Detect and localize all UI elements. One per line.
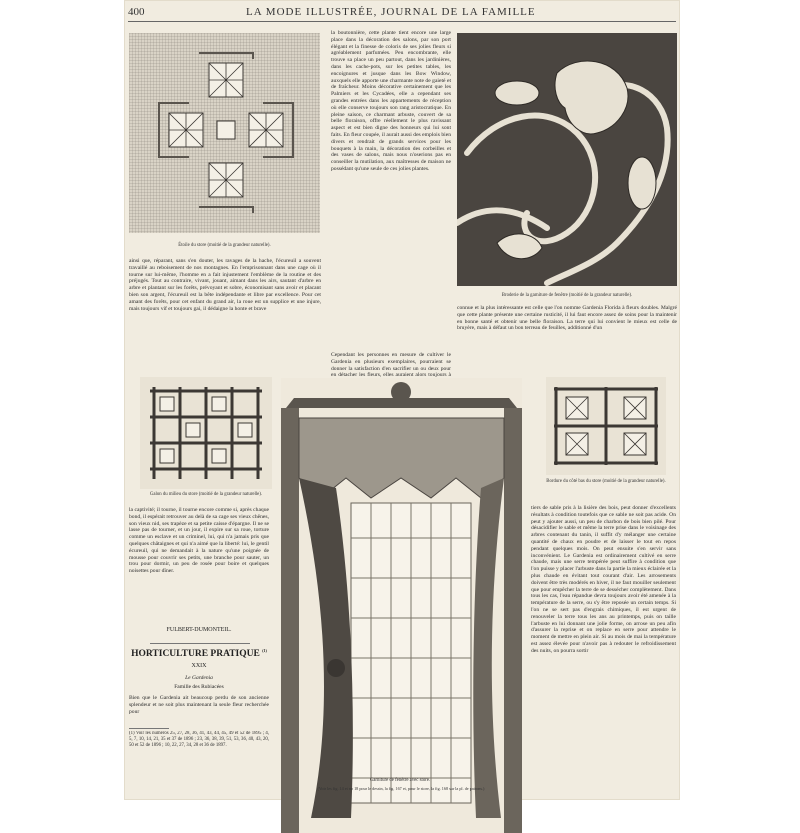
caption-lace-band: Galon du milieu du store (moitié de la grandeur naturelle).	[149, 492, 263, 497]
section-subtitle: Le Gardenia	[185, 675, 213, 681]
lace-band-figure	[140, 377, 272, 489]
column-left-bottom: Bien que le Gardenia ait beaucoup perdu de son ancienne splendeur et ne soit plus maintenant la seule fleur recherchée pour	[129, 695, 269, 715]
caption-star: Étoile du store (moitié de la grandeur naturelle).	[178, 243, 271, 248]
curtain-engraving-figure	[281, 378, 522, 833]
journal-title: LA MODE ILLUSTRÉE, JOURNAL DE LA FAMILLE	[246, 6, 536, 18]
column-right-bottom: tiers de sable pris à la lisière des bois, peut donner d'excellents résultats à condition toutefois que ce sable ne soit pas acide. On peut y ajouter aussi, un peu de charbon de bois bien pilé. Pour désacidifier le sable et même la terre prise dans le voisinage des arbres contenant du tanin, il suffit d'y mélanger une certaine quantité de chaux en poudre et de laisser le tout en repos pendant quelques mois. On peut ensuite s'en servir sans inconvénient. Le Gardenia est ordinairement cultivé en serre chaude, mais une serre tempérée peut suffire à condition que l'on puisse y placer l'arbuste dans la partie la mieux éclairée et la plus chaude en évitant tout courant d'air. Les arrosements doivent être très modérés en hiver, il ne faut mouiller seulement que pour empêcher la terre de se dessécher complètement. Dans tous les cas, l'eau répandue devra toujours avoir été amenée à la température de la serre, ou s'y être reposée un certain temps. Si l'on ne se sert pas d'engrais chimiques, il est urgent de renouveler la terre tous les ans au printemps, puis on taille l'arbuste en lui donnant une jolie forme, on arrose un peu afin d'assurer la reprise et on replace en serre pour attendre le moment de mettre en plein air. Si au mois de mai la température est assez élevée pour n'avoir pas à redouter le refroidissement des nuits, on pourra sortir	[531, 505, 676, 654]
column-left-mid: la captivité; il tourne, il tourne encore comme si, après chaque bond, il espérait retrouver au delà de sa cage ses vieux chênes, son vieux nid, ses trapèze et sa petite caisse d'épargne. Il ne se lasse pas de tourner, et un jour, il expire sur sa roue, torture comme un esclave et un criminel, lui, qui n'a jamais pris que quelques châtaignes et qui n'a aimé que la liberté: lui, le gentil écureuil, qui ne demandait à la nature qu'une poignée de mousse pour couvrir ses petits, une branche pour sauter, un trou pour dormir, un peu de rosée pour boire et quelques noisettes pour dîner.	[129, 507, 269, 575]
section-divider	[150, 643, 250, 644]
column-right-top: connue et la plus intéressante est celle que l'on nomme Gardenia Florida à fleurs doubles. Malgré que cette plante présente une certaine rusticité, il lui faut encore assez de soins pour la maintenir en bonne santé et obtenir une belle floraison. La terre qui lui convient le mieux est celle de bruyère, mais à défaut un bon terreau de feuilles, additionné d'un	[457, 305, 677, 332]
caption-curtain-note: (Voir les fig. 14 et no 18 pour le dessin, la fig. 167 et, pour le store, la fig. 168 sur la pl. de patrons.)	[317, 786, 485, 791]
page-number: 400	[128, 6, 145, 18]
embroidery-star-figure	[129, 33, 320, 233]
footnote: (1) Voir les numéros 25, 27, 28, 36, 41, 43, 44, 45, 49 et 52 de 1895 ; 4, 5, 7, 10, 14, 21, 35 et 37 de 1896 ; 23, 36, 38, 39, 51, 53, 36, 40, 43, 20, 50 et 52 de 1896 ; 10, 22, 27, 34, 28 et 36 de 1897.	[129, 731, 269, 748]
section-family: Famille des Rubiacées	[174, 684, 224, 690]
border-figure	[546, 377, 666, 475]
section-title: HORTICULTURE PRATIQUE $^{(1)}$	[131, 648, 267, 660]
column-left-top: ainsi que, réparant, sans s'en douter, les ravages de la hache, l'écureuil a souvent travaillé au reboisement de nos montagnes. En l'emprisonnant dans une cage où il tourne sur lui-même, l'homme en a fait injustement l'emblème de la routine et des préjugés. Tout au contraire, vivant, jouant, aimant dans les airs, sautant d'arbre en arbre et plantant sur les forêts, prévoyant et sobre, économisant sans avoir et placant bien son argent, l'écureuil est la bête indépendante et libre par excellence. Pour cet amant des forêts, pour cet enfant du grand air, la roue est un supplice et une injure, mais toujours vif et toujours gai, il dédaigne la honte et brave	[129, 258, 321, 312]
header-rule	[128, 21, 676, 22]
footnote-rule	[129, 728, 169, 729]
section-number: XXIX	[191, 663, 207, 669]
page-header	[128, 6, 676, 20]
column-center-top: la boutonnière, cette plante tient encore une large place dans la décoration des salons, par son port élégant et la finesse de coloris de ses jolies fleurs si agréablement parfumées. Peu encombrante, elle trouve sa place un peu partout, dans les jardinières, dans les cache-pots, sur les petites tables, les encoignures et jusque dans les Bow Window, auxquels elle apporte une charmante note de gaieté et de fraîcheur. Moins décorative certainement que les Palmiers et les Cycadées, elle a cependant ses grandes entrées dans les appartements de réception où elle conserve toujours son rang aristocratique. En pleine saison, ce charmant arbuste, couvert de sa belle floraison, offre réellement le plus ravissant aspect et est bien digne des honneurs qui lui sont faits. En fleur coupée, il aurait aussi des emplois bien divers et rendrait de grands services pour les bouquets à la main, la décoration des corbeilles et des vases de salons, mais nous n'oserions pas en conseiller la mutilation, aux maîtresses de maison ne possédant qu'une seule de ces jolies plantes.	[331, 30, 451, 172]
caption-curtain: Garniture de fenêtre avec store.	[369, 778, 431, 783]
window-embroidery-figure	[457, 33, 677, 286]
caption-border: Bordure du côté bas du store (moitié de la grandeur naturelle).	[546, 479, 666, 484]
column-middle: Cependant les personnes en mesure de cultiver le Gardenia en plusieurs exemplaires, pourraient se donner la satisfaction d'en sacrifier un ou deux pour en détacher les fleurs, elles auraient alors toujours à	[331, 352, 451, 379]
caption-window-embroidery: Broderie de la garniture de fenêtre (moitié de la grandeur naturelle).	[501, 293, 633, 298]
signature: FULBERT-DUMONTEIL.	[166, 627, 232, 633]
